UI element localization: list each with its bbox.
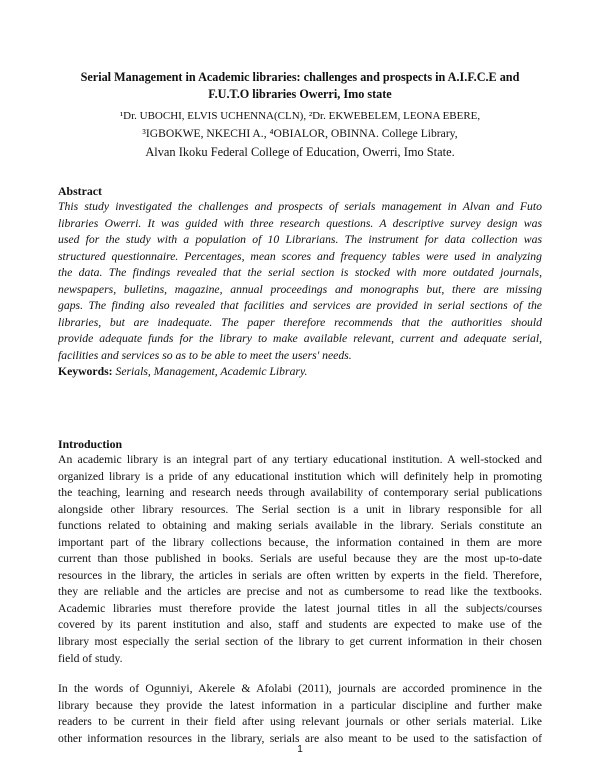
- text-line: other information resources in the library, serials are also meant to be used to the satisfaction of: [58, 731, 542, 745]
- abstract-section: [58, 183, 542, 381]
- text-line: covered by its parent institution and also, staff and students are expected to make use of the: [58, 618, 542, 632]
- abstract-body: [58, 199, 542, 364]
- text-line: newspapers, bulletins, magazine, annual proceedings and monographs but, there are missing: [58, 282, 542, 296]
- text-line: libraries, but are inadequate. The paper therefore recommends that the authorities should: [58, 315, 542, 329]
- text-line: facilities and services so as to be able to meet the users' needs.: [58, 348, 352, 362]
- authors-line-2: ³IGBOKWE, NKECHI A., ⁴OBIALOR, OBINNA. College Library,: [142, 127, 458, 140]
- text-line: the data. The findings revealed that the serial section is stocked with more outdated journals,: [58, 266, 542, 280]
- introduction-paragraph-2: [58, 681, 542, 747]
- text-line: resources in the library, the articles in serials are often written by experts in the field. Therefore,: [58, 568, 542, 582]
- affiliation-line: Alvan Ikoku Federal College of Education, Owerri, Imo State.: [145, 145, 455, 159]
- text-line: the teaching, learning and research needs through availability of contemporary serial publications: [58, 486, 542, 500]
- title-line-1: Serial Management in Academic libraries: challenges and prospects in A.I.F.C.E and: [80, 70, 520, 84]
- text-line: This study investigated the challenges and prospects of serials management in Alvan and Futo: [58, 200, 542, 213]
- introduction-paragraph-1: [58, 452, 542, 667]
- introduction-section: [58, 436, 542, 747]
- text-line: alongside other library resources. The Serial section is a unit in library responsible for all: [58, 502, 542, 516]
- text-line: library most especially the serial section of the library to get current information in their chosen: [58, 635, 542, 649]
- text-line: gaps. The finding also revealed that facilities and services are provided in serial sections of the: [58, 299, 542, 313]
- authors-line-1: ¹Dr. UBOCHI, ELVIS UCHENNA(CLN), ²Dr. EKWEBELEM, LEONA EBERE,: [119, 110, 481, 122]
- text-line: they are reliable and the articles are precise and not as cumbersome to read like the textbooks.: [58, 585, 542, 599]
- keywords: [58, 364, 542, 381]
- text-line: organized library is a pride of any educational institution which will definitely help in promoting: [58, 469, 542, 483]
- text-line: libraries Owerri. It was guided with three research questions. A descriptive survey design was: [58, 216, 542, 230]
- text-line: provide adequate funds for the library to make available relevant, current and adequate serial,: [58, 332, 542, 346]
- abstract-heading: Abstract: [58, 184, 102, 198]
- text-line: field of study.: [58, 651, 123, 665]
- text-line: functions related to obtaining and making serials available in the library. Serials constitute an: [58, 519, 542, 533]
- text-line: used for the study with a population of 10 Librarians. The instrument for data collection was: [58, 233, 542, 247]
- keywords-value: Serials, Management, Academic Library.: [115, 365, 308, 379]
- keywords-label: Keywords:: [58, 365, 113, 379]
- text-line: library because they provide the latest information in a particular discipline and further make: [58, 698, 542, 712]
- text-line: important part of the library collections because, the information contained in them are more: [58, 535, 542, 549]
- text-line: current than those published in books. Serials are useful because they are the most up-to-date: [58, 552, 542, 566]
- text-line: Academic libraries must therefore provide the latest journal titles in all the subjects/courses: [58, 601, 542, 615]
- title-line-2: F.U.T.O libraries Owerri, Imo state: [208, 87, 392, 101]
- text-line: In the words of Ogunniyi, Akerele & Afolabi (2011), journals are accorded prominence in the: [58, 682, 542, 696]
- text-line: An academic library is an integral part of any tertiary educational institution. A well-stocked and: [58, 453, 542, 466]
- text-line: structured questionnaire. Percentages, mean scores and frequency tables were used in analyzing: [58, 249, 542, 263]
- introduction-heading: Introduction: [58, 437, 123, 451]
- text-line: readers to be current in their field after using relevant journals or other serials material. Like: [58, 715, 542, 729]
- page-number: 1: [297, 744, 303, 755]
